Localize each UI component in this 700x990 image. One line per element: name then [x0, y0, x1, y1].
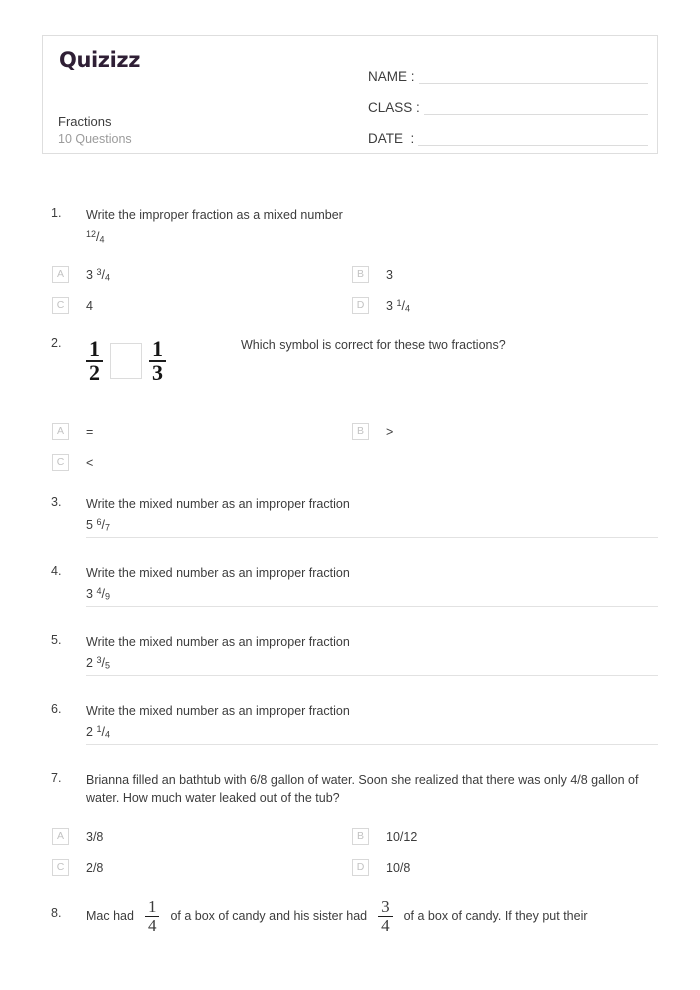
name-field-input[interactable]: [419, 82, 648, 84]
option-letter-c: C: [52, 454, 69, 471]
question-5-prompt-text: Write the mixed number as an improper fraction: [86, 634, 350, 649]
question-7-option-d[interactable]: [352, 859, 658, 876]
question-2-prompt: Which symbol is correct for these two fractions?: [241, 338, 506, 352]
question-1-number: 1.: [51, 206, 62, 220]
comparison-symbol-box: [110, 343, 142, 379]
question-8-number: 8.: [51, 905, 62, 920]
option-letter-b: B: [352, 423, 369, 440]
question-7-number: 7.: [51, 770, 62, 785]
question-1-option-a[interactable]: [52, 266, 352, 283]
question-8-fraction-1: $\frac{1}{4}$: [145, 898, 160, 935]
question-8-text-2: of a box of candy and his sister had: [170, 909, 368, 924]
question-7-option-c[interactable]: [52, 859, 352, 876]
question-8: [0, 898, 700, 935]
option-a-text: 3/8: [86, 829, 104, 844]
quiz-title: Fractions: [58, 114, 112, 129]
question-8-text-1: Mac had: [86, 909, 134, 924]
quizizz-logo: Quizizz: [59, 48, 141, 72]
question-6-answer-line[interactable]: [86, 744, 658, 745]
option-letter-b: B: [352, 828, 369, 845]
question-4-prompt: [52, 564, 658, 607]
option-c-text: <: [86, 455, 94, 470]
question-3-prompt-text: Write the mixed number as an improper fraction: [86, 496, 350, 511]
question-3-prompt: [52, 495, 658, 538]
question-1-option-d[interactable]: [352, 297, 658, 314]
question-6-number: 6.: [51, 701, 62, 716]
option-d-text: 3 $^1/_4$: [386, 298, 410, 314]
option-d-text: 10/8: [386, 860, 411, 875]
student-info-fields: [368, 56, 648, 149]
question-8-prompt: [86, 898, 700, 935]
question-5-prompt: [52, 633, 658, 676]
option-letter-c: C: [52, 297, 69, 314]
question-1-numerator: 12: [86, 228, 97, 239]
question-2-option-b[interactable]: [352, 423, 658, 440]
question-6-prompt-text: Write the mixed number as an improper fraction: [86, 703, 350, 718]
question-2-option-c[interactable]: [52, 454, 352, 471]
option-letter-b: B: [352, 266, 369, 283]
class-field-label: CLASS :: [368, 100, 420, 115]
question-7-prompt: Brianna filled an bathtub with 6/8 gallon of water. Soon she realized that there was only 4/8 gallon of water. How much water leaked out of the tub?: [86, 772, 639, 806]
question-6-fraction: 2 $^1/_4$: [86, 724, 110, 740]
worksheet-header: [42, 35, 658, 154]
question-2-option-a[interactable]: [52, 423, 352, 440]
question-8-fraction-2: $\frac{3}{4}$: [378, 898, 393, 935]
name-field-row: [368, 56, 648, 87]
date-field-input[interactable]: [418, 144, 648, 146]
question-2: [0, 336, 700, 471]
question-5-answer-line[interactable]: [86, 675, 658, 676]
question-5: [0, 633, 700, 676]
question-3-number: 3.: [51, 494, 62, 509]
question-5-number: 5.: [51, 632, 62, 647]
option-c-text: 4: [86, 299, 93, 313]
option-c-text: 2/8: [86, 860, 104, 875]
question-4-number: 4.: [51, 563, 62, 578]
question-3-fraction: 5 $^6/_7$: [86, 517, 110, 533]
date-field-row: [368, 118, 648, 149]
question-2-options: [52, 423, 658, 471]
option-letter-d: D: [352, 859, 369, 876]
option-letter-c: C: [52, 859, 69, 876]
question-7: [0, 771, 700, 876]
option-letter-a: A: [52, 423, 69, 440]
question-1-options: [52, 266, 658, 314]
question-6-prompt: [52, 702, 658, 745]
question-3: [0, 495, 700, 538]
question-3-answer-line[interactable]: [86, 537, 658, 538]
question-1-denominator: 4: [99, 234, 105, 245]
question-5-fraction: 2 $^3/_5$: [86, 655, 110, 671]
name-field-label: NAME :: [368, 69, 415, 84]
quiz-question-count: 10 Questions: [58, 132, 132, 146]
option-a-text: 3 $^3/_4$: [86, 267, 110, 283]
question-2-right-fraction: $\frac{1}{3}$: [149, 338, 166, 385]
question-7-option-b[interactable]: [352, 828, 658, 845]
question-1-option-c[interactable]: [52, 297, 352, 314]
question-4-fraction: 3 $^4/_9$: [86, 586, 110, 602]
class-field-input[interactable]: [424, 113, 648, 115]
question-7-options: [52, 828, 658, 876]
question-7-option-a[interactable]: [52, 828, 352, 845]
option-b-text: 3: [386, 268, 393, 282]
date-field-label: DATE :: [368, 131, 415, 146]
question-4-answer-line[interactable]: [86, 606, 658, 607]
option-letter-a: A: [52, 266, 69, 283]
question-1-prompt: [52, 206, 658, 246]
question-8-text-3: of a box of candy. If they put their: [403, 909, 588, 924]
question-4: [0, 564, 700, 607]
question-list: [0, 206, 700, 935]
question-1-option-b[interactable]: [352, 266, 658, 283]
header-brand-block: [58, 50, 358, 71]
question-2-left-fraction: $\frac{1}{2}$: [86, 338, 103, 385]
question-2-number: 2.: [51, 336, 62, 350]
question-1-prompt-text: Write the improper fraction as a mixed number: [86, 208, 343, 222]
option-a-text: =: [86, 424, 94, 439]
option-letter-a: A: [52, 828, 69, 845]
question-1-fraction: $^{12}/_4$: [86, 228, 105, 245]
option-b-text: 10/12: [386, 829, 418, 844]
question-6: [0, 702, 700, 745]
option-b-text: >: [386, 424, 394, 439]
question-4-prompt-text: Write the mixed number as an improper fraction: [86, 565, 350, 580]
class-field-row: [368, 87, 648, 118]
question-1: [0, 206, 700, 314]
option-letter-d: D: [352, 297, 369, 314]
question-2-image: [86, 336, 241, 385]
